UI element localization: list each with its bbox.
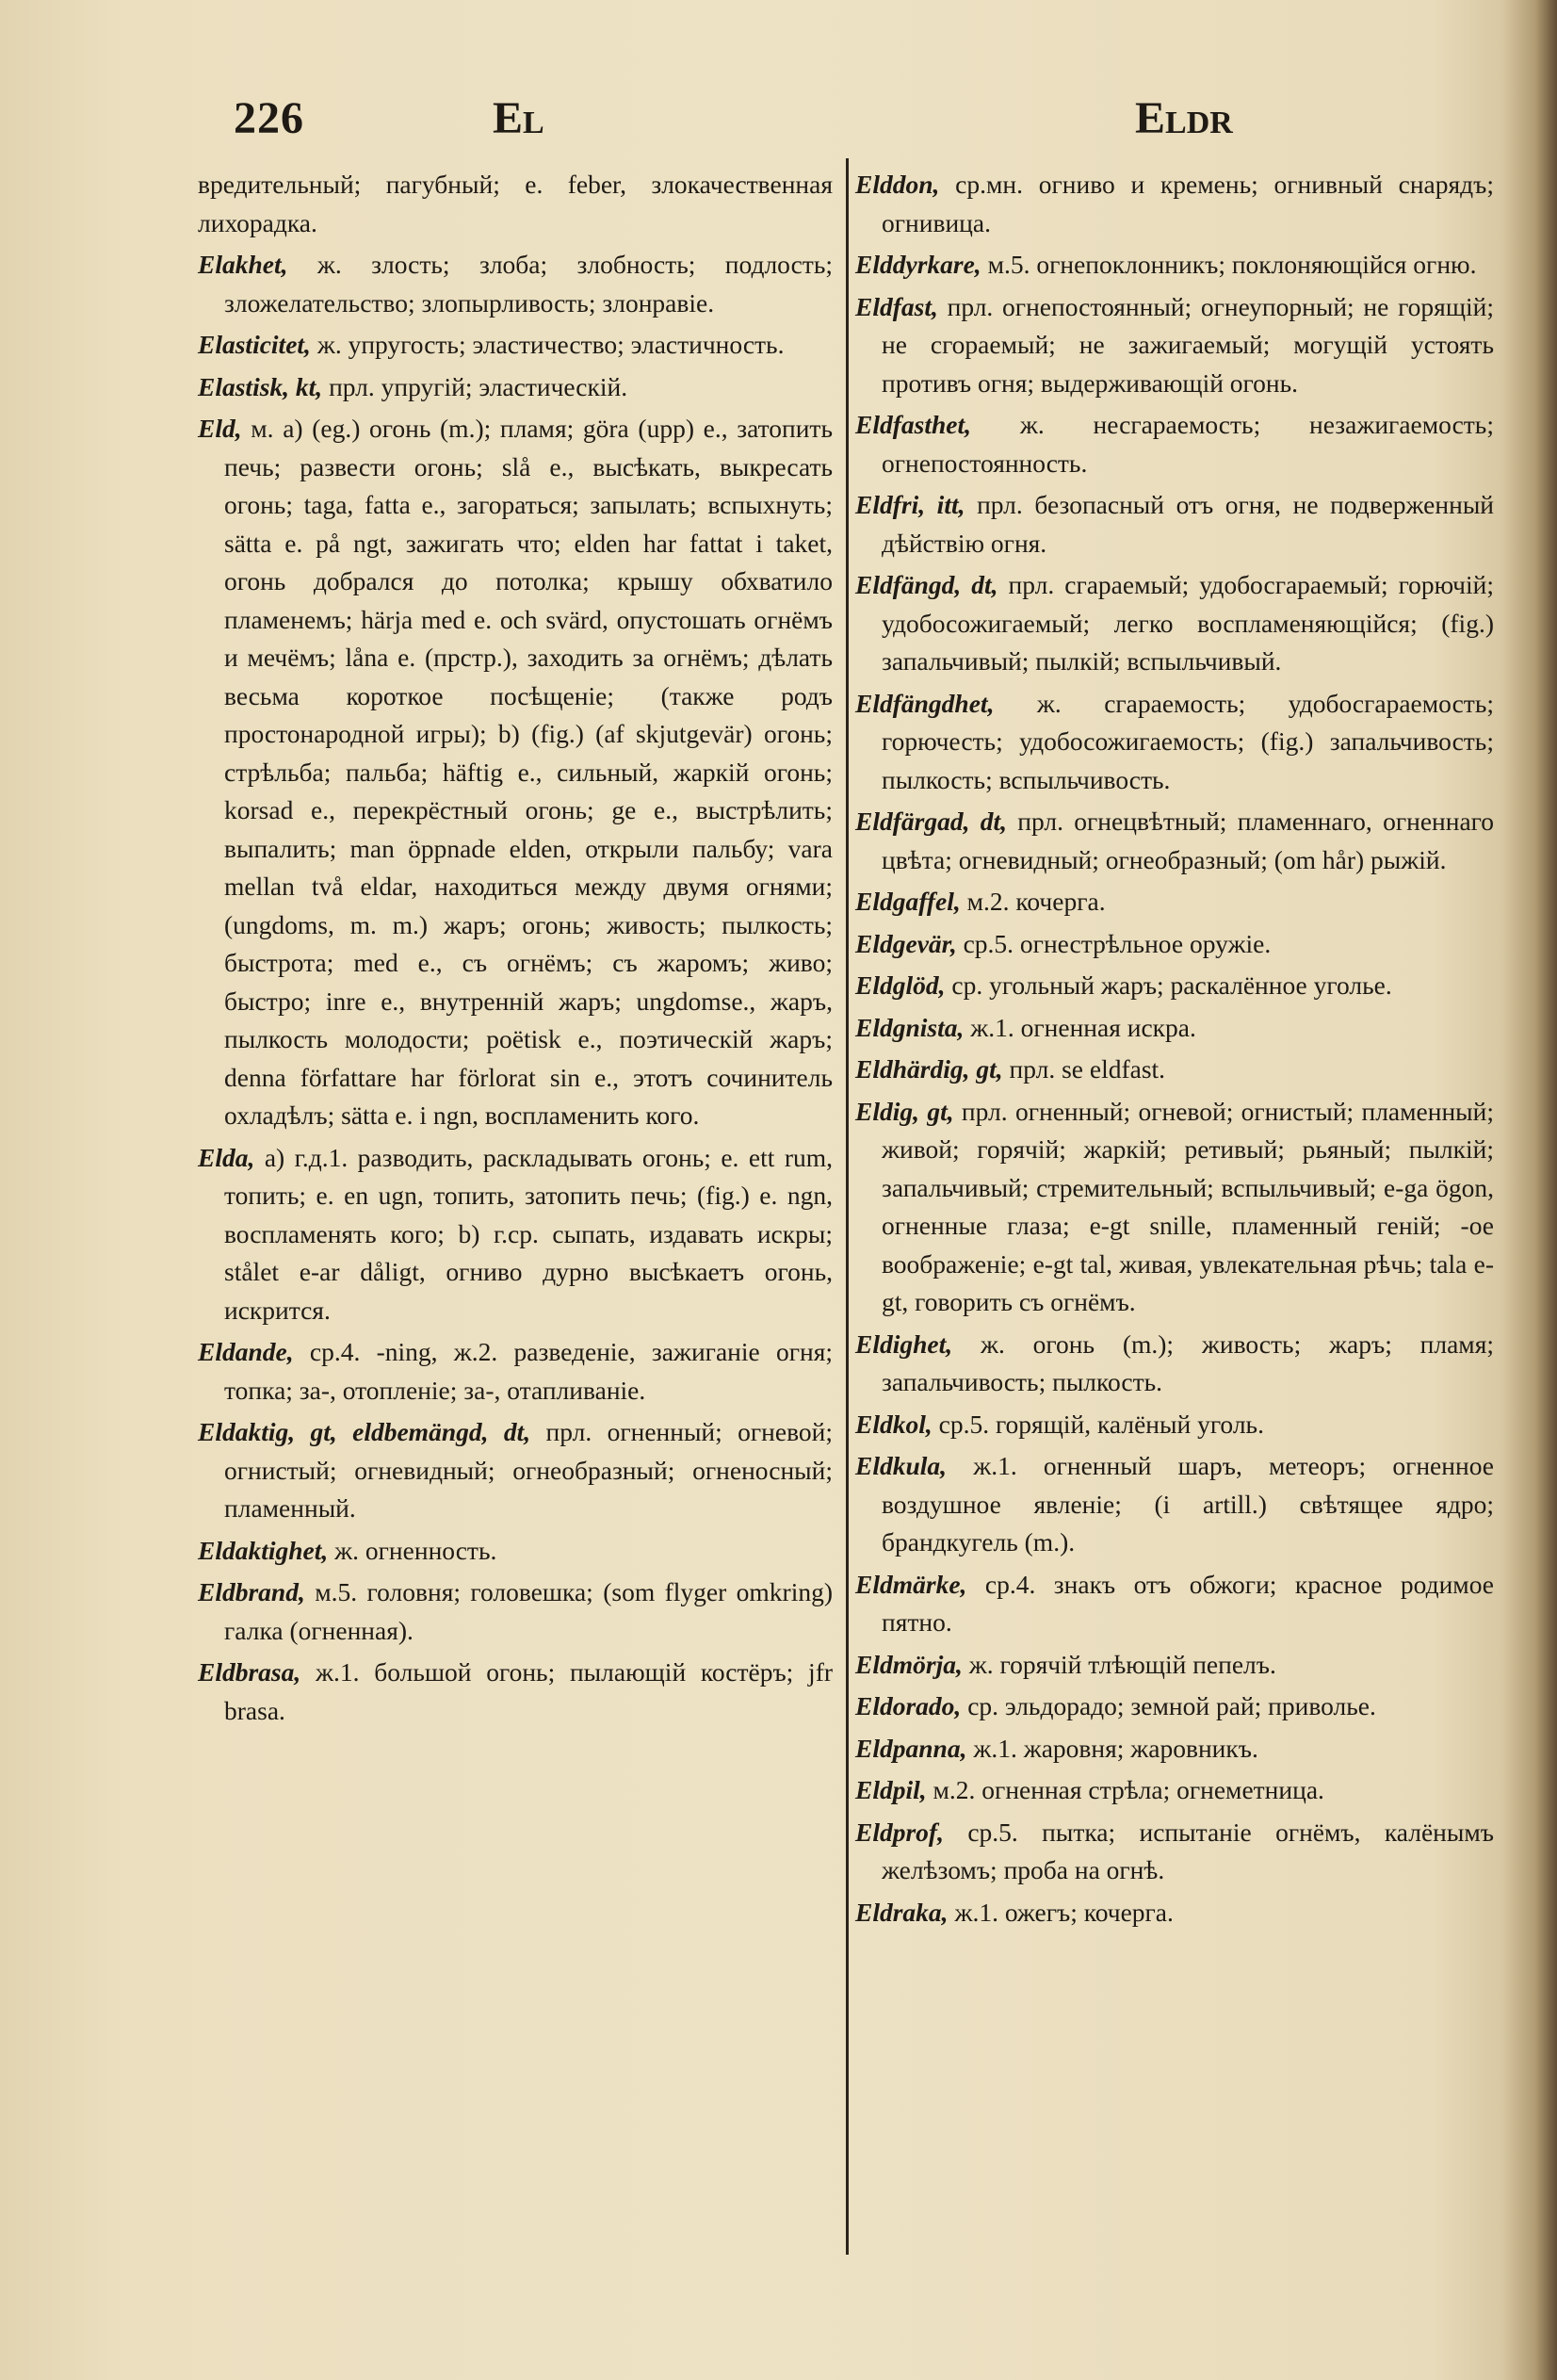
dictionary-entry [198, 1654, 833, 1730]
entry-headword: Eldfängdhet, [855, 688, 995, 718]
entry-headword: Eldfast, [855, 291, 938, 321]
entry-headword: Eldgevär, [855, 928, 957, 958]
entry-definition: ср.мн. огниво и кремень; огнивный снарядъ; огнивица. [882, 170, 1494, 237]
entry-definition: м.2. огненная стрѣла; огнеметница. [933, 1775, 1324, 1804]
entry-headword: Eldglöd, [855, 970, 946, 1000]
left-guide-word: El [493, 93, 544, 143]
entry-headword: Eldorado, [855, 1691, 962, 1720]
dictionary-entry [198, 1573, 833, 1650]
dictionary-entry [855, 1093, 1494, 1322]
dictionary-entry [198, 1139, 833, 1330]
dictionary-entry [855, 925, 1494, 964]
dictionary-entry [198, 1333, 833, 1410]
book-spine-shadow [1502, 0, 1557, 2380]
entry-definition: прл. огнепостоянный; огнеупорный; не горящій; не сгораемый; не зажигаемый; могущій устоять противъ огня; выдерживающій огонь. [882, 291, 1495, 398]
entry-definition: ср.5. пытка; испытаніе огнёмъ, калёнымъ желѣзомъ; проба на огнѣ. [882, 1817, 1494, 1884]
dictionary-entry [855, 1566, 1494, 1642]
dictionary-entry [198, 246, 833, 322]
entry-definition: прл. безопасный отъ огня, не подверженный дѣйствію огня. [882, 490, 1495, 558]
entry-headword: Eldmörja, [855, 1649, 963, 1679]
entry-headword: Elda, [198, 1142, 255, 1172]
entry-headword: Eldbrasa, [198, 1657, 301, 1687]
entry-definition: вредительный; пагубный; e. feber, злокачественная лихорадка. [198, 170, 833, 237]
entry-definition: ср.4. знакъ отъ обжоги; красное родимое пятно. [882, 1569, 1495, 1637]
dictionary-entry [855, 1051, 1494, 1089]
entry-definition: ж. горячій тлѣющій пепелъ. [968, 1649, 1276, 1679]
entry-headword: Eldprof, [855, 1817, 944, 1847]
entry-definition: м.2. кочерга. [966, 887, 1106, 916]
left-column [198, 166, 833, 1734]
dictionary-entry [855, 1771, 1494, 1810]
dictionary-entry [855, 883, 1494, 921]
entry-definition: ж.1. огненная искра. [970, 1012, 1196, 1042]
dictionary-entry [855, 803, 1494, 879]
dictionary-entry [855, 288, 1494, 403]
entry-headword: Elasticitet, [198, 330, 311, 359]
entry-headword: Eldighet, [855, 1329, 953, 1359]
dictionary-entry [855, 1730, 1494, 1769]
dictionary-entry [198, 1532, 833, 1571]
entry-headword: Eldbrand, [198, 1577, 305, 1606]
entry-definition: ж.1. ожегъ; кочерга. [954, 1897, 1174, 1927]
entry-definition: прл. упругій; эластическій. [329, 371, 628, 401]
entry-definition: ж.1. большой огонь; пылающій костёръ; jfr brasa. [224, 1657, 834, 1725]
dictionary-entry [855, 486, 1494, 562]
entry-definition: ср. эльдорадо; земной рай; приволье. [967, 1691, 1376, 1720]
entry-headword: Eldmärke, [855, 1569, 967, 1599]
entry-definition: ж.1. жаровня; жаровникъ. [973, 1733, 1258, 1763]
right-column [855, 166, 1494, 1935]
dictionary-entry [855, 1894, 1494, 1932]
entry-headword: Eldpanna, [855, 1733, 967, 1763]
dictionary-entry [855, 406, 1494, 482]
entry-headword: Eldraka, [855, 1897, 949, 1927]
page-number: 226 [234, 93, 304, 143]
entry-definition: прл. сгараемый; удобосгараемый; горючій; удобосожигаемый; легко воспламеняющійся; (fig.) запальчивый; пылкій; вспыльчивый. [882, 570, 1494, 676]
page-header [0, 92, 1557, 149]
entry-definition: прл. огнецвѣтный; пламеннаго, огненнаго цвѣта; огневидный; огнеобразный; (om hår) рыжій. [882, 807, 1495, 874]
entry-headword: Eldfri, itt, [855, 490, 965, 519]
entry-headword: Eld, [198, 414, 242, 443]
dictionary-entry [198, 368, 833, 407]
entry-definition: ж. огненность. [334, 1535, 497, 1565]
entry-headword: Eldaktig, gt, eldbemängd, dt, [198, 1417, 531, 1446]
dictionary-entry [198, 1413, 833, 1528]
dictionary-entry [855, 967, 1494, 1005]
entry-definition: ж. огонь (m.); живость; жаръ; пламя; запальчивость; пылкость. [882, 1329, 1495, 1396]
dictionary-entry [855, 1326, 1494, 1402]
entry-definition: прл. огненный; огневой; огнистый; пламенный; живой; горячій; жаркій; ретивый; рьяный; пылкій; запальчивый; стремительный; вспыльчивый; e-ga ögon, огненные глаза; e-gt snille, пламенный геній; -ое воображеніе; e-gt tal, живая, увлекательная рѣчь; tala e-gt, говорить съ огнёмъ. [882, 1096, 1495, 1316]
column-divider [846, 158, 849, 2255]
entry-headword: Eldfängd, dt, [855, 570, 998, 599]
dictionary-entry [855, 685, 1494, 800]
dictionary-entry [855, 1406, 1494, 1444]
dictionary-entry [855, 166, 1494, 242]
entry-headword: Elastisk, kt, [198, 371, 323, 401]
entry-definition: a) г.д.1. разводить, раскладывать огонь; e. ett rum, топить; e. en ugn, топить, затопить печь; (fig.) e. ngn, воспламенять кого; b) г.ср. сыпать, издавать искры; stålet e-ar dåligt, огниво дурно высѣкаетъ огонь, искрится. [224, 1142, 834, 1325]
entry-definition: ср.4. -ning, ж.2. разведеніе, зажиганіе огня; топка; за-, отопленіе; за-, отапливаніе. [224, 1337, 834, 1405]
entry-definition: ср.5. горящій, калёный уголь. [938, 1409, 1264, 1439]
entry-headword: Eldig, gt, [855, 1096, 954, 1126]
entry-headword: Eldgaffel, [855, 887, 961, 916]
entry-definition: ж. злость; злоба; злобность; подлость; зложелательство; злопырливость; злонравіе. [224, 250, 834, 318]
entry-definition: м. a) (eg.) огонь (m.); пламя; göra (upp) e., затопить печь; развести огонь; slå e., высѣкать, выкресать огонь; taga, fatta e., загораться; запылать; вспыхнуть; sätta e. på ngt, зажигать что; elden har fattat i taket, огонь добрался до потолка; крышу обхватило пламенемъ; härja med e. och svärd, опустошать огнёмъ и мечёмъ; låna e. (прстр.), заходить за огнёмъ; дѣлать весьма короткое посѣщеніе; (также родъ простонародной игры); b) (fig.) (af skjutgevär) огонь; стрѣльба; пальба; häftig e., сильный, жаркій огонь; korsad e., перекрёстный огонь; ge e., выстрѣлить; выпалить; man öppnade elden, открыли пальбу; vara mellan två eldar, находиться между двумя огнями; (ungdoms, m. m.) жаръ; огонь; живость; пылкость; быстрота; med e., съ огнёмъ; съ жаромъ; живо; быстро; inre e., внутренній жаръ; ungdomse., жаръ, пылкость молодости; poëtisk e., поэтическій жаръ; denna författare har förlorat sin e., этотъ сочинитель охладѣлъ; sätta e. i ngn, воспламенить кого. [224, 414, 833, 1130]
entry-headword: Eldande, [198, 1337, 294, 1366]
dictionary-entry [198, 166, 833, 242]
entry-definition: ж. упругость; эластичество; эластичность. [316, 330, 785, 359]
dictionary-entry [855, 246, 1494, 285]
entry-headword: Elddyrkare, [855, 250, 981, 279]
dictionary-entry [855, 1687, 1494, 1726]
entry-headword: Elddon, [855, 170, 940, 199]
entry-definition: прл. se eldfast. [1009, 1054, 1166, 1084]
entry-headword: Elakhet, [198, 250, 288, 279]
dictionary-entry [855, 1814, 1494, 1890]
entry-headword: Eldkol, [855, 1409, 933, 1439]
entry-definition: прл. огненный; огневой; огнистый; огневидный; огнеобразный; огненосный; пламенный. [224, 1417, 834, 1523]
entry-definition: ж.1. огненный шаръ, метеоръ; огненное воздушное явленіе; (i artill.) свѣтящее ядро; брандкугель (m.). [882, 1451, 1494, 1557]
entry-headword: Eldpil, [855, 1775, 927, 1804]
entry-definition: ср. угольный жаръ; раскалённое уголье. [951, 970, 1392, 1000]
entry-definition: м.5. головня; головешка; (som flyger omkring) галка (огненная). [224, 1577, 833, 1645]
dictionary-entry [855, 1009, 1494, 1048]
entry-definition: ж. несгараемость; незажигаемость; огнепостоянность. [882, 410, 1494, 478]
dictionary-entry [855, 1646, 1494, 1685]
entry-headword: Eldfärgad, dt, [855, 807, 1008, 836]
entry-definition: ж. сгараемость; удобосгараемость; горючесть; удобосожигаемость; (fig.) запальчивость; пылкость; вспыльчивость. [882, 688, 1494, 794]
entry-headword: Eldhärdig, gt, [855, 1054, 1003, 1084]
dictionary-entry [198, 326, 833, 365]
entry-headword: Eldaktighet, [198, 1535, 329, 1565]
entry-headword: Eldfasthet, [855, 410, 971, 439]
dictionary-entry [198, 410, 833, 1135]
dictionary-entry [855, 1447, 1494, 1562]
dictionary-entry [855, 566, 1494, 681]
entry-headword: Eldkula, [855, 1451, 948, 1480]
right-guide-word: Eldr [1135, 93, 1233, 143]
entry-definition: м.5. огнепоклонникъ; поклоняющійся огню. [987, 250, 1477, 279]
entry-definition: ср.5. огнестрѣльное оружіе. [963, 928, 1272, 958]
entry-headword: Eldgnista, [855, 1012, 965, 1042]
